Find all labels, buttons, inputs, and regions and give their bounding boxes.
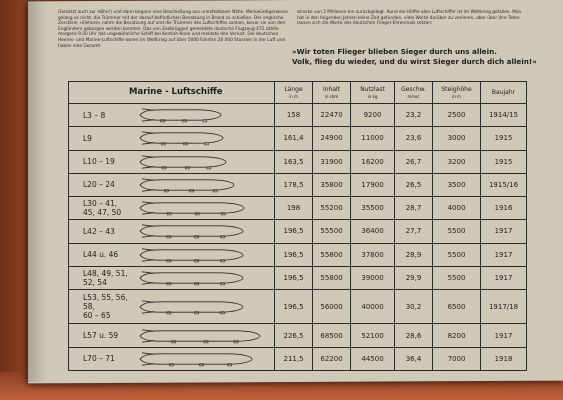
airship-icon — [134, 298, 272, 316]
header-payload: Nutzlast in kg — [351, 82, 395, 104]
cell-payload: 17900 — [351, 173, 395, 196]
cell-payload: 37800 — [351, 243, 395, 266]
table-row — [69, 127, 527, 150]
cell-payload: 16200 — [351, 150, 395, 173]
table-row — [69, 243, 527, 266]
cell-length: 211,5 — [275, 347, 313, 370]
cell-volume: 31900 — [313, 150, 351, 173]
cell-ceiling: 8200 — [433, 324, 481, 347]
table-row — [69, 150, 527, 173]
header-year: Baujahr — [481, 82, 527, 104]
airship-silhouette — [133, 290, 275, 324]
cell-volume: 22470 — [313, 104, 351, 127]
airship-silhouette — [133, 197, 275, 220]
airship-silhouette — [133, 266, 275, 289]
cell-speed: 29,9 — [395, 266, 433, 289]
table-row — [69, 324, 527, 347]
header-speed: Geschw. m/sec — [395, 82, 433, 104]
cell-year: 1917/18 — [481, 290, 527, 324]
cell-payload: 39000 — [351, 266, 395, 289]
airship-name: L10 – 19 — [69, 150, 133, 173]
airship-silhouette — [133, 150, 275, 173]
airship-silhouette — [133, 347, 275, 370]
cell-speed: 26,7 — [395, 150, 433, 173]
cell-length: 196,5 — [275, 243, 313, 266]
airship-name: L3 – 8 — [69, 104, 133, 127]
intro-right-column: strecke von 2 Millionen km zurückgelegt. Rund die Hälfte aller Luftschiffer ist im Weltkrieg gefallen. Man hat in den folgenden Jahren keine Zeit gefunden, viele Worte darüber zu verlieren, aber über ihre Taten lassen sich die Worte des deutschen Flieger-Ehrenmals setzen: — [297, 10, 522, 27]
airship-icon — [134, 246, 272, 264]
airship-name: L30 – 41, 45, 47, 50 — [69, 197, 133, 220]
cell-speed: 28,9 — [395, 243, 433, 266]
cell-speed: 28,6 — [395, 324, 433, 347]
quote-line-1: »Wir toten Flieger blieben Sieger durch uns allein. — [292, 47, 497, 56]
cell-year: 1917 — [481, 220, 527, 243]
cell-year: 1918 — [481, 347, 527, 370]
cell-speed: 23,2 — [395, 104, 433, 127]
airship-icon — [134, 199, 272, 217]
intro-text — [58, 10, 528, 49]
airship-name: L44 u. 46 — [69, 243, 133, 266]
cell-volume: 56000 — [313, 290, 351, 324]
airship-icon — [134, 222, 272, 240]
airship-silhouette — [133, 104, 275, 127]
airship-icon — [134, 350, 272, 368]
cell-ceiling: 5500 — [433, 266, 481, 289]
cell-length: 196,5 — [275, 220, 313, 243]
airship-icon — [134, 153, 272, 171]
cell-volume: 55800 — [313, 266, 351, 289]
cell-volume: 62200 — [313, 347, 351, 370]
cell-volume: 55500 — [313, 220, 351, 243]
table-row — [69, 104, 527, 127]
airship-name: L48, 49, 51, 52, 54 — [69, 266, 133, 289]
cell-volume: 35800 — [313, 173, 351, 196]
cell-payload: 40000 — [351, 290, 395, 324]
cell-ceiling: 5500 — [433, 243, 481, 266]
airship-icon — [134, 129, 272, 147]
cell-length: 161,4 — [275, 127, 313, 150]
cell-year: 1915/16 — [481, 173, 527, 196]
table-header-row — [69, 82, 527, 104]
cell-ceiling: 3500 — [433, 173, 481, 196]
airship-icon — [134, 269, 272, 287]
cell-speed: 28,7 — [395, 197, 433, 220]
quote-line-2: Volk, flieg du wieder, und du wirst Sieger durch dich allein!« — [292, 57, 537, 66]
cell-ceiling: 5500 — [433, 220, 481, 243]
cell-year: 1915 — [481, 150, 527, 173]
airship-name: L53, 55, 56, 58, 60 – 65 — [69, 290, 133, 324]
cell-speed: 30,2 — [395, 290, 433, 324]
airship-silhouette — [133, 243, 275, 266]
airship-name: L57 u. 59 — [69, 324, 133, 347]
table-row — [69, 173, 527, 196]
cell-year: 1917 — [481, 266, 527, 289]
cell-ceiling: 3200 — [433, 150, 481, 173]
cell-year: 1917 — [481, 324, 527, 347]
airship-table — [68, 81, 527, 371]
cell-speed: 27,7 — [395, 220, 433, 243]
cell-ceiling: 2500 — [433, 104, 481, 127]
header-volume: Inhalt in cbm — [313, 82, 351, 104]
cell-payload: 11000 — [351, 127, 395, 150]
cell-payload: 52100 — [351, 324, 395, 347]
cell-ceiling: 7000 — [433, 347, 481, 370]
cell-length: 178,5 — [275, 173, 313, 196]
table-row — [69, 220, 527, 243]
table-row — [69, 290, 527, 324]
cell-length: 198 — [275, 197, 313, 220]
cell-length: 196,5 — [275, 266, 313, 289]
cell-speed: 36,4 — [395, 347, 433, 370]
memorial-quote — [292, 47, 537, 67]
airship-icon — [134, 327, 272, 345]
cell-length: 226,5 — [275, 324, 313, 347]
cell-length: 158 — [275, 104, 313, 127]
cell-volume: 55200 — [313, 197, 351, 220]
cell-volume: 68500 — [313, 324, 351, 347]
cell-ceiling: 6500 — [433, 290, 481, 324]
airship-silhouette — [133, 324, 275, 347]
airship-icon — [134, 106, 272, 124]
cell-length: 196,5 — [275, 290, 313, 324]
table-row — [69, 347, 527, 370]
airship-name: L20 – 24 — [69, 173, 133, 196]
cell-speed: 26,5 — [395, 173, 433, 196]
table-title: Marine - Luftschiffe — [69, 82, 275, 104]
airship-name: L9 — [69, 127, 133, 150]
paper-fold-shadow — [28, 0, 48, 382]
cell-year: 1914/15 — [481, 104, 527, 127]
header-ceiling: Steighöhe in m — [433, 82, 481, 104]
table-row — [69, 266, 527, 289]
table-row — [69, 197, 527, 220]
cell-length: 163,5 — [275, 150, 313, 173]
cell-payload: 35500 — [351, 197, 395, 220]
airship-silhouette — [133, 220, 275, 243]
cell-payload: 9200 — [351, 104, 395, 127]
cell-speed: 23,6 — [395, 127, 433, 150]
cell-volume: 55800 — [313, 243, 351, 266]
cell-ceiling: 4000 — [433, 197, 481, 220]
header-length: Länge in m — [275, 82, 313, 104]
cell-volume: 24900 — [313, 127, 351, 150]
airship-name: L42 – 43 — [69, 220, 133, 243]
airship-silhouette — [133, 173, 275, 196]
cell-payload: 44500 — [351, 347, 395, 370]
cell-year: 1915 — [481, 127, 527, 150]
airship-icon — [134, 176, 272, 194]
cell-payload: 36400 — [351, 220, 395, 243]
airship-name: L70 – 71 — [69, 347, 133, 370]
cell-year: 1917 — [481, 243, 527, 266]
cell-ceiling: 3000 — [433, 127, 481, 150]
intro-left-column: (Gesetzt auch zur Höhe!) und dann begann eine Beschießung aus unmittelbarer Nähe. Merkwürdigerweise gelang es nicht, die Trümmer mit der darauf befindlichen Besatzung in Brand zu schießen. Der englische Zerstörer »Viehore« nahm die Besatzung auf und die Trümmer des Luftschiffes sanken, bevor sie von den Engländern geborgen werden konnten. Das von Zeebrüggen gemeldete deutsche Flugzeug 472 zählte morgens 9.50 Uhr das ungewöhnliche Schiff bei Kentish-Knok und meldete den Verlust. Die deutschen Heeres- und Marine-Luftschiffe waren im Weltkrieg auf über 5000 Fahrten 26 000 Stunden in der Luft und haben eine Gesamt- — [58, 10, 288, 49]
cell-year: 1916 — [481, 197, 527, 220]
airship-silhouette — [133, 127, 275, 150]
